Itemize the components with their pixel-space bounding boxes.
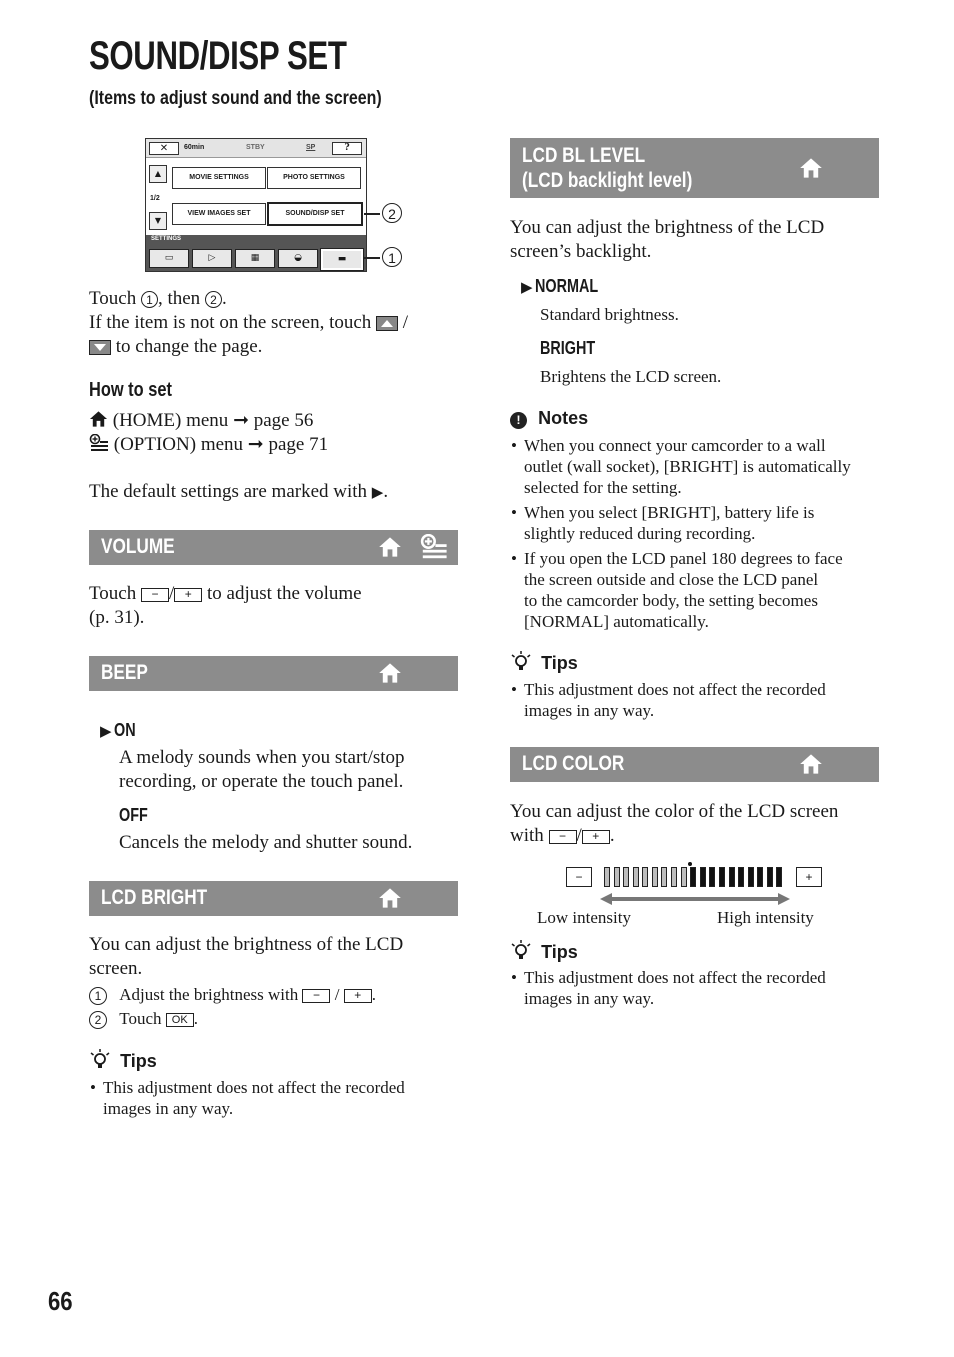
beep-on-desc-1: A melody sounds when you start/stop: [119, 747, 405, 768]
volume-section-bar: [89, 530, 458, 565]
status-indicator: STBY: [246, 144, 265, 151]
home-icon: [378, 661, 402, 685]
notes-heading-text: Notes: [538, 408, 589, 428]
meter-cell: [614, 867, 620, 887]
option-menu-text: (OPTION) menu: [109, 434, 248, 455]
ok-key-icon: OK: [166, 1013, 194, 1027]
view-images-set-button: VIEW IMAGES SET: [172, 203, 266, 225]
close-icon: ✕: [149, 142, 179, 155]
num-2-icon: 2: [89, 1011, 107, 1029]
default-marker-icon: ▶: [100, 722, 112, 740]
page-subtitle: (Items to adjust sound and the screen): [89, 88, 382, 109]
lcd-bl-level-subtitle: (LCD backlight level): [522, 169, 693, 192]
meter-cell: [767, 867, 773, 887]
camera-tab-icon: ▭: [149, 249, 189, 268]
bullet: •: [511, 549, 517, 568]
intro-text: [89, 287, 479, 359]
low-intensity-label: Low intensity: [537, 908, 631, 927]
lcd-bl-tip: [511, 679, 884, 721]
intro-slash: /: [398, 312, 409, 333]
note-3-line-4: [NORMAL] automatically.: [524, 612, 709, 631]
note-2-line-2: slightly reduced during recording.: [524, 524, 756, 543]
lcd-bl-level-section-bar: [510, 138, 879, 198]
volume-title: VOLUME: [101, 535, 175, 558]
meter-cell: [757, 867, 763, 887]
plus-key-icon: +: [582, 830, 610, 844]
page-title: SOUND/DISP SET: [89, 34, 347, 78]
lcd-bl-level-text: [510, 216, 890, 264]
home-icon: [89, 410, 108, 428]
meter-minus-icon: −: [566, 867, 592, 887]
intro-then: , then: [157, 288, 205, 309]
note-3-line-3: to the camcorder body, the setting becomes: [524, 591, 818, 610]
lcd-bright-section-bar: [89, 881, 458, 916]
notes-heading: [510, 408, 588, 429]
list-tab-icon: ▦: [235, 249, 275, 268]
bullet: •: [511, 503, 517, 522]
lcd-color-text: [510, 800, 890, 848]
default-note-end: .: [383, 481, 389, 502]
tip-line-1: This adjustment does not affect the recorded: [524, 680, 826, 699]
callout-2: 2: [382, 203, 402, 223]
meter-cell: [642, 867, 648, 887]
lcd-bright-step-1: [89, 984, 376, 1005]
bullet: •: [511, 680, 517, 699]
lcd-bright-text-2: screen.: [89, 958, 143, 979]
intro-line2: If the item is not on the screen, touch: [89, 312, 377, 333]
home-icon: [378, 535, 402, 559]
intro-period: .: [221, 288, 227, 309]
notes-icon: !: [510, 412, 527, 429]
home-icon: [378, 886, 402, 910]
page-up-icon: ▲: [149, 165, 167, 183]
movie-settings-button: MOVIE SETTINGS: [172, 167, 266, 189]
meter-current-marker: [688, 862, 692, 866]
tips-heading-text: Tips: [541, 653, 578, 673]
home-icon: [799, 156, 823, 180]
volume-text: [89, 582, 469, 630]
plus-key-icon: +: [174, 588, 202, 602]
note-1-line-1: When you connect your camcorder to a wall: [524, 436, 826, 455]
tips-heading-text: Tips: [541, 942, 578, 962]
note-3-line-2: the screen outside and close the LCD panel: [524, 570, 819, 589]
num-2-icon: 2: [205, 291, 222, 308]
tip-line-2: images in any way.: [524, 989, 655, 1008]
lcd-color-tips-heading: [510, 940, 578, 963]
battery-indicator: 60min: [184, 144, 205, 151]
plus-key-icon: +: [344, 989, 372, 1003]
default-marker-icon: ▶: [521, 278, 533, 296]
meter-plus-icon: +: [796, 867, 822, 887]
lcd-color-slash: /: [576, 825, 582, 846]
bullet: •: [90, 1078, 96, 1097]
lcd-bl-tips-heading: [510, 651, 578, 674]
intensity-arrow: [600, 891, 790, 907]
normal-text: NORMAL: [534, 276, 598, 296]
meter-cell: [738, 867, 744, 887]
option-menu-line: [89, 433, 328, 457]
default-note-text: The default settings are marked with: [89, 481, 372, 502]
minus-key-icon: −: [549, 830, 577, 844]
lcd-color-section-bar: [510, 747, 879, 782]
lcd-tab-bar: [146, 235, 366, 271]
note-3-line-1: If you open the LCD panel 180 degrees to face: [524, 549, 843, 568]
callout-2-line: [364, 213, 380, 215]
meter-cell: [709, 867, 715, 887]
tips-icon: [510, 940, 532, 962]
bright-text: BRIGHT: [540, 338, 596, 358]
bullet: •: [511, 968, 517, 987]
arrow-icon: ➞: [233, 410, 249, 431]
lcd-color-with: with: [510, 825, 549, 846]
page-number: 66: [48, 1286, 73, 1316]
note-item-1: [511, 435, 884, 498]
home-icon: [799, 752, 823, 776]
meter-cell: [681, 867, 687, 887]
option-page-ref: page 71: [263, 434, 329, 455]
lcd-status-bar: [146, 139, 366, 158]
num-1-icon: 1: [89, 987, 107, 1005]
quality-indicator: SP: [306, 144, 316, 151]
num-1-icon: 1: [141, 291, 158, 308]
step2-text: Touch: [119, 1009, 166, 1028]
step1-period: .: [371, 985, 376, 1004]
high-intensity-label: High intensity: [717, 908, 814, 927]
note-item-2: [511, 502, 884, 544]
beep-on-desc-2: recording, or operate the touch panel.: [119, 771, 404, 792]
lcd-bl-level-title: LCD BL LEVEL: [522, 144, 646, 167]
step1-text: Adjust the brightness with: [119, 985, 303, 1004]
color-meter: [566, 866, 828, 890]
meter-cell: [633, 867, 639, 887]
beep-title: BEEP: [101, 661, 148, 684]
lcd-color-tip: [511, 967, 884, 1009]
tips-icon: [89, 1049, 111, 1071]
sound-disp-set-button: SOUND/DISP SET: [267, 202, 363, 226]
bright-label: [540, 338, 609, 359]
arrow-icon: ➞: [247, 434, 264, 455]
meter-cell: [604, 867, 610, 887]
tip-line-2: images in any way.: [524, 701, 655, 720]
meter-cell: [671, 867, 677, 887]
meter-cell: [700, 867, 706, 887]
beep-section-bar: [89, 656, 458, 691]
meter-cell: [748, 867, 754, 887]
lcd-bl-text-2: screen’s backlight.: [510, 241, 652, 262]
photo-settings-button: PHOTO SETTINGS: [267, 167, 361, 189]
volume-adjust: to adjust the volume: [202, 583, 362, 604]
tips-heading-text: Tips: [120, 1051, 157, 1071]
note-1-line-3: selected for the setting.: [524, 478, 682, 497]
bullet: •: [511, 436, 517, 455]
beep-off-text: OFF: [119, 805, 148, 825]
tip-line-1: This adjustment does not affect the recorded: [103, 1078, 405, 1097]
volume-touch: Touch: [89, 583, 141, 604]
option-icon: [89, 434, 109, 452]
beep-on-desc: [119, 746, 459, 794]
callout-1-line: [364, 257, 380, 259]
page-down-icon: [89, 340, 111, 355]
step1-slash: /: [330, 985, 344, 1004]
play-tab-icon: ▷: [192, 249, 232, 268]
callout-1: 1: [382, 247, 402, 267]
note-1-line-2: outlet (wall socket), [BRIGHT] is automatically: [524, 457, 851, 476]
page-indicator: 1/2: [150, 195, 160, 202]
lcd-bright-step-2: [89, 1008, 198, 1029]
lcd-color-period: .: [609, 825, 615, 846]
tip-line-2: images in any way.: [103, 1099, 234, 1118]
help-icon: ?: [332, 142, 362, 155]
intro-touch: Touch: [89, 288, 141, 309]
bright-desc: Brightens the LCD screen.: [540, 367, 722, 386]
tip-line-1: This adjustment does not affect the recorded: [524, 968, 826, 987]
beep-on-text: ON: [113, 720, 136, 740]
beep-off-label: [119, 805, 155, 826]
note-item-3: [511, 548, 884, 632]
meter-cell: [729, 867, 735, 887]
option-icon: [420, 534, 448, 560]
lcd-screen-illustration: [145, 138, 367, 272]
meter-cell: [776, 867, 782, 887]
step2-period: .: [193, 1009, 198, 1028]
lcd-color-text-1: You can adjust the color of the LCD screen: [510, 801, 839, 822]
volume-page-ref: (p. 31).: [89, 607, 145, 628]
home-menu-line: [89, 409, 313, 433]
lcd-bright-text-1: You can adjust the brightness of the LCD: [89, 934, 404, 955]
toolbox-tab-icon: ▬: [321, 249, 363, 270]
how-to-set-heading: How to set: [89, 379, 172, 401]
default-note: [89, 480, 388, 505]
normal-desc: Standard brightness.: [540, 305, 679, 324]
media-tab-icon: ◒: [278, 249, 318, 268]
settings-label: SETTINGS: [151, 236, 182, 242]
volume-slash: /: [168, 583, 175, 604]
beep-on-label: [100, 720, 141, 741]
minus-key-icon: −: [302, 989, 330, 1003]
intro-line3: to change the page.: [111, 336, 263, 357]
lcd-bright-tips-heading: [89, 1049, 157, 1072]
beep-off-desc: Cancels the melody and shutter sound.: [119, 832, 413, 853]
lcd-color-title: LCD COLOR: [522, 752, 625, 775]
meter-cell: [690, 867, 696, 887]
lcd-bright-tip: [90, 1077, 463, 1119]
lcd-bright-title: LCD BRIGHT: [101, 886, 208, 909]
page-up-icon: [376, 316, 398, 331]
default-marker-icon: ▶: [371, 485, 384, 501]
lcd-bl-text-1: You can adjust the brightness of the LCD: [510, 217, 825, 238]
home-menu-text: (HOME) menu: [108, 410, 234, 431]
minus-key-icon: −: [141, 588, 169, 602]
normal-label: [521, 276, 614, 297]
home-page-ref: page 56: [248, 410, 314, 431]
meter-cell: [652, 867, 658, 887]
meter-cell: [623, 867, 629, 887]
meter-cell: [661, 867, 667, 887]
note-2-line-1: When you select [BRIGHT], battery life is: [524, 503, 815, 522]
meter-cell: [719, 867, 725, 887]
meter-scale: [604, 867, 786, 887]
lcd-bright-text: [89, 933, 469, 981]
page-down-icon: ▼: [149, 212, 167, 230]
tips-icon: [510, 651, 532, 673]
